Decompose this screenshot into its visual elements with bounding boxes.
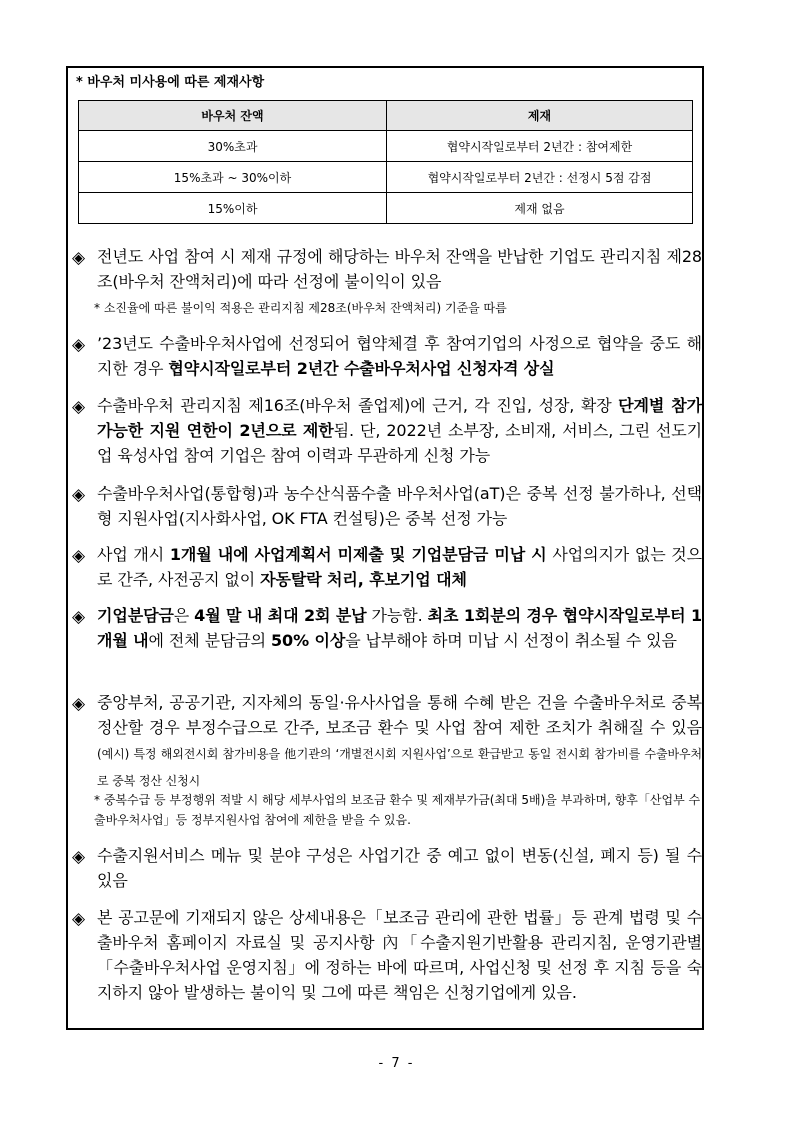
table-header: 제재 [387,101,693,131]
table-cell: 15%초과 ~ 30%이하 [79,162,387,193]
table-row [79,131,693,162]
item-note: * 중복수급 등 부정행위 적발 시 해당 세부사업의 보조금 환수 및 제재부가금(최대 5배)을 부과하며, 향후「산업부 수출바우처사업」등 정부지원사업 참여에 제한을 받을 수 있음. [94,793,701,827]
item-text: ’23년도 수출바우처사업에 선정되어 협약체결 후 참여기업의 사정으로 협약을 중도 해지한 경우 협약시작일로부터 2년간 수출바우처사업 신청자격 상실 [97,334,702,378]
list-item [72,690,702,794]
diamond-bullet-icon: ◈ [72,248,86,268]
diamond-bullet-icon: ◈ [72,335,86,355]
list-item [72,331,702,381]
item-text: 중앙부처, 공공기관, 지자체의 동일·유사사업을 통해 수혜 받은 건을 수출바우처로 중복 정산할 경우 부정수급으로 간주, 보조금 환수 및 사업 참여 제한 조치가 취해질 수 있음 (예시) 특정 해외전시회 참가비용을 他기관의 ‘개별전시회 지원사업’으로 환급받고 동일 전시회 참가비를 수출바우처로 중복 정산 신청시 [97,693,702,788]
diamond-bullet-icon: ◈ [72,546,86,566]
table-cell: 30%초과 [79,131,387,162]
table-header: 바우처 잔액 [79,101,387,131]
list-item [72,393,702,468]
diamond-bullet-icon: ◈ [72,694,86,714]
item-text: 사업 개시 1개월 내에 사업계획서 미제출 및 기업분담금 미납 시 사업의지가 없는 것으로 간주, 사전공지 없이 자동탈락 처리, 후보기업 대체 [97,545,702,589]
diamond-bullet-icon: ◈ [72,847,86,867]
item-text: 전년도 사업 참여 시 제재 규정에 해당하는 바우처 잔액을 반납한 기업도 관리지침 제28조(바우처 잔액처리)에 따라 선정에 불이익이 있음 [97,247,702,291]
item-text: 기업분담금은 4월 말 내 최대 2회 분납 가능함. 최초 1회분의 경우 협약시작일로부터 1개월 내에 전체 분담금의 50% 이상을 납부해야 하며 미납 시 선정이 취소될 수 있음 [97,606,703,650]
item-text: 본 공고문에 기재되지 않은 상세내용은「보조금 관리에 관한 법률」등 관계 법령 및 수출바우처 홈페이지 자료실 및 공지사항 內「수출지원기반활용 관리지침, 운영기관별「수출바우처사업 운영지침」에 정하는 바에 따르며, 사업신청 및 선정 후 지침 등을 숙지하지 않아 발생하는 불이익 및 그에 따른 책임은 신청기업에게 있음. [97,908,702,1002]
table-row [79,193,693,224]
table-header-row [79,101,693,131]
list-item [72,603,702,653]
table-cell: 협약시작일로부터 2년간 : 참여제한 [387,131,693,162]
section-title: * 바우처 미사용에 따른 제재사항 [76,75,265,90]
list-item [72,905,702,1005]
list-item [72,542,702,592]
item-note: * 소진율에 따른 불이익 적용은 관리지침 제28조(바우처 잔액처리) 기준을 따름 [94,301,507,315]
diamond-bullet-icon: ◈ [72,485,86,505]
diamond-bullet-icon: ◈ [72,909,86,929]
list-item [72,244,702,294]
page-number: - 7 - [378,1056,415,1071]
diamond-bullet-icon: ◈ [72,607,86,627]
list-item [72,843,702,893]
table-cell: 15%이하 [79,193,387,224]
list-item [72,481,702,531]
diamond-bullet-icon: ◈ [72,397,86,417]
item-text: 수출바우처사업(통합형)과 농수산식품수출 바우처사업(aT)은 중복 선정 불가하나, 선택형 지원사업(지사화사업, OK FTA 컨설팅)은 중복 선정 가능 [97,484,702,528]
item-text: 수출바우처 관리지침 제16조(바우처 졸업제)에 근거, 각 진입, 성장, 확장 단계별 참가 가능한 지원 연한이 2년으로 제한됨. 단, 2022년 소부장, 소비재, 서비스, 그린 선도기업 육성사업 참여 기업은 참여 이력과 무관하게 신청 가능 [97,396,703,465]
sanction-table [78,100,693,224]
table-row [79,162,693,193]
item-text: 수출지원서비스 메뉴 및 분야 구성은 사업기간 중 예고 없이 변동(신설, 폐지 등) 될 수 있음 [97,846,702,890]
table-cell: 제재 없음 [387,193,693,224]
table-cell: 협약시작일로부터 2년간 : 선정시 5점 감점 [387,162,693,193]
